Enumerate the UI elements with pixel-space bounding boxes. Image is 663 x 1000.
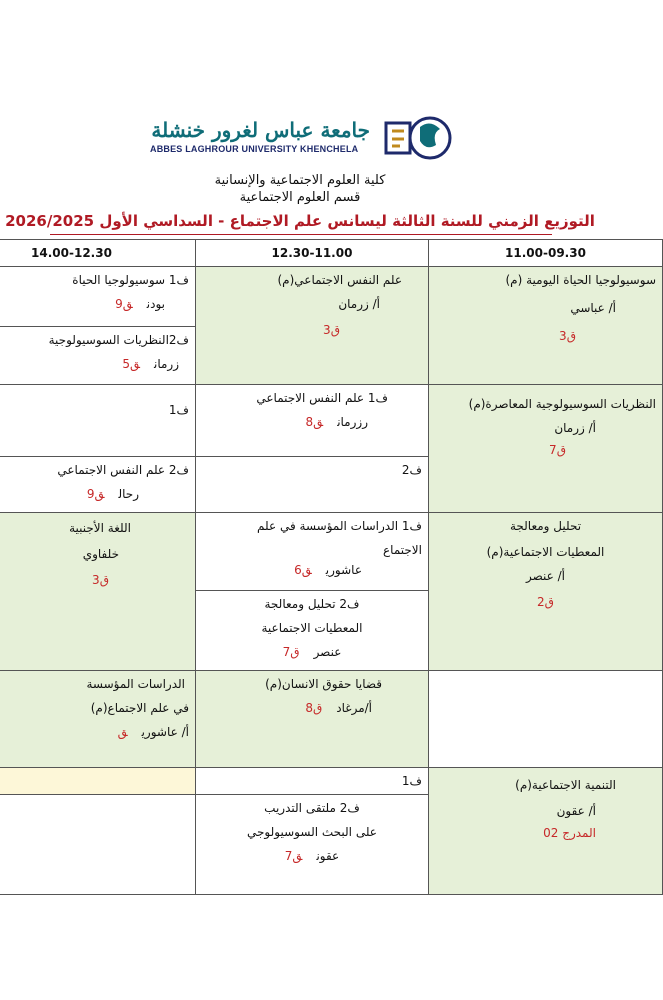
university-name-en: ABBES LAGHROUR UNIVERSITY KHENCHELA <box>150 144 359 154</box>
cell-group2-theories: ف2النظريات السوسيولوجية زرمانق5 <box>0 327 196 385</box>
title-underline <box>50 234 552 235</box>
university-name-ar: جامعة عباس لغرور خنشلة <box>151 118 370 142</box>
time-slot-1: 11.00-09.30 <box>429 240 663 267</box>
cell-group1-empty: ف1 <box>0 385 196 457</box>
cell-group1-daily-life: ف1 سوسيولوجيا الحياة بودنق9 <box>0 267 196 327</box>
cell-group1-seminar-empty: ف1 <box>196 768 429 795</box>
time-header-row <box>0 240 663 267</box>
cell-group1-social-psychology: ف1 علم النفس الاجتماعي رزرمانق8 <box>196 385 429 457</box>
cell-social-development: التنمية الاجتماعية(م) أ/ عقون المدرج 02 <box>429 768 663 895</box>
schedule-title: التوزيع الزمني للسنة الثالثة ليسانس علم الاجتماع - السداسي الأول 2026/2025 <box>5 212 595 230</box>
time-slot-3: 14.00-12.30 <box>0 240 196 267</box>
faculty-name: كلية العلوم الاجتماعية والإنسانية <box>214 173 386 188</box>
cell-daily-life-sociology: سوسيولوجيا الحياة اليومية (م) أ/ عباسي ق3 <box>429 267 663 385</box>
cell-contemporary-theories: النظريات السوسيولوجية المعاصرة(م) أ/ زرمان ق7 <box>429 385 663 513</box>
cell-group2-data-analysis: ف2 تحليل ومعالجة المعطيات الاجتماعية عنصرق7 <box>196 591 429 671</box>
timetable <box>0 239 663 895</box>
page-header <box>0 110 600 230</box>
cell-group2-seminar: ف2 ملتقى التدريب على البحث السوسيولوجي عقونق7 <box>196 795 429 895</box>
cell-group1-founding-studies: ف1 الدراسات المؤسسة في علم الاجتماع عاشوريق6 <box>196 513 429 591</box>
university-emblem-icon <box>380 115 452 161</box>
time-slot-2: 12.30-11.00 <box>196 240 429 267</box>
department-name: قسم العلوم الاجتماعية <box>239 190 361 205</box>
cell-data-analysis: تحليل ومعالجة المعطيات الاجتماعية(م) أ/ عنصر ق2 <box>429 513 663 671</box>
cell-social-psychology: علم النفس الاجتماعي(م) أ/ زرمان ق3 <box>196 267 429 385</box>
cell-highlight <box>0 768 196 795</box>
cell-group2-social-psychology: ف2 علم النفس الاجتماعي رحالق9 <box>0 457 196 513</box>
cell-founding-studies: الدراسات المؤسسة في علم الاجتماع(م) أ/ عاشوريق <box>0 671 196 768</box>
cell-empty-last <box>0 795 196 895</box>
cell-foreign-language: اللغة الأجنبية خلفاوي ق3 <box>0 513 196 671</box>
cell-human-rights: قضايا حقوق الانسان(م) أ/مرغادق8 <box>196 671 429 768</box>
cell-group2-empty: ف2 <box>196 457 429 513</box>
cell-empty-morning <box>429 671 663 768</box>
